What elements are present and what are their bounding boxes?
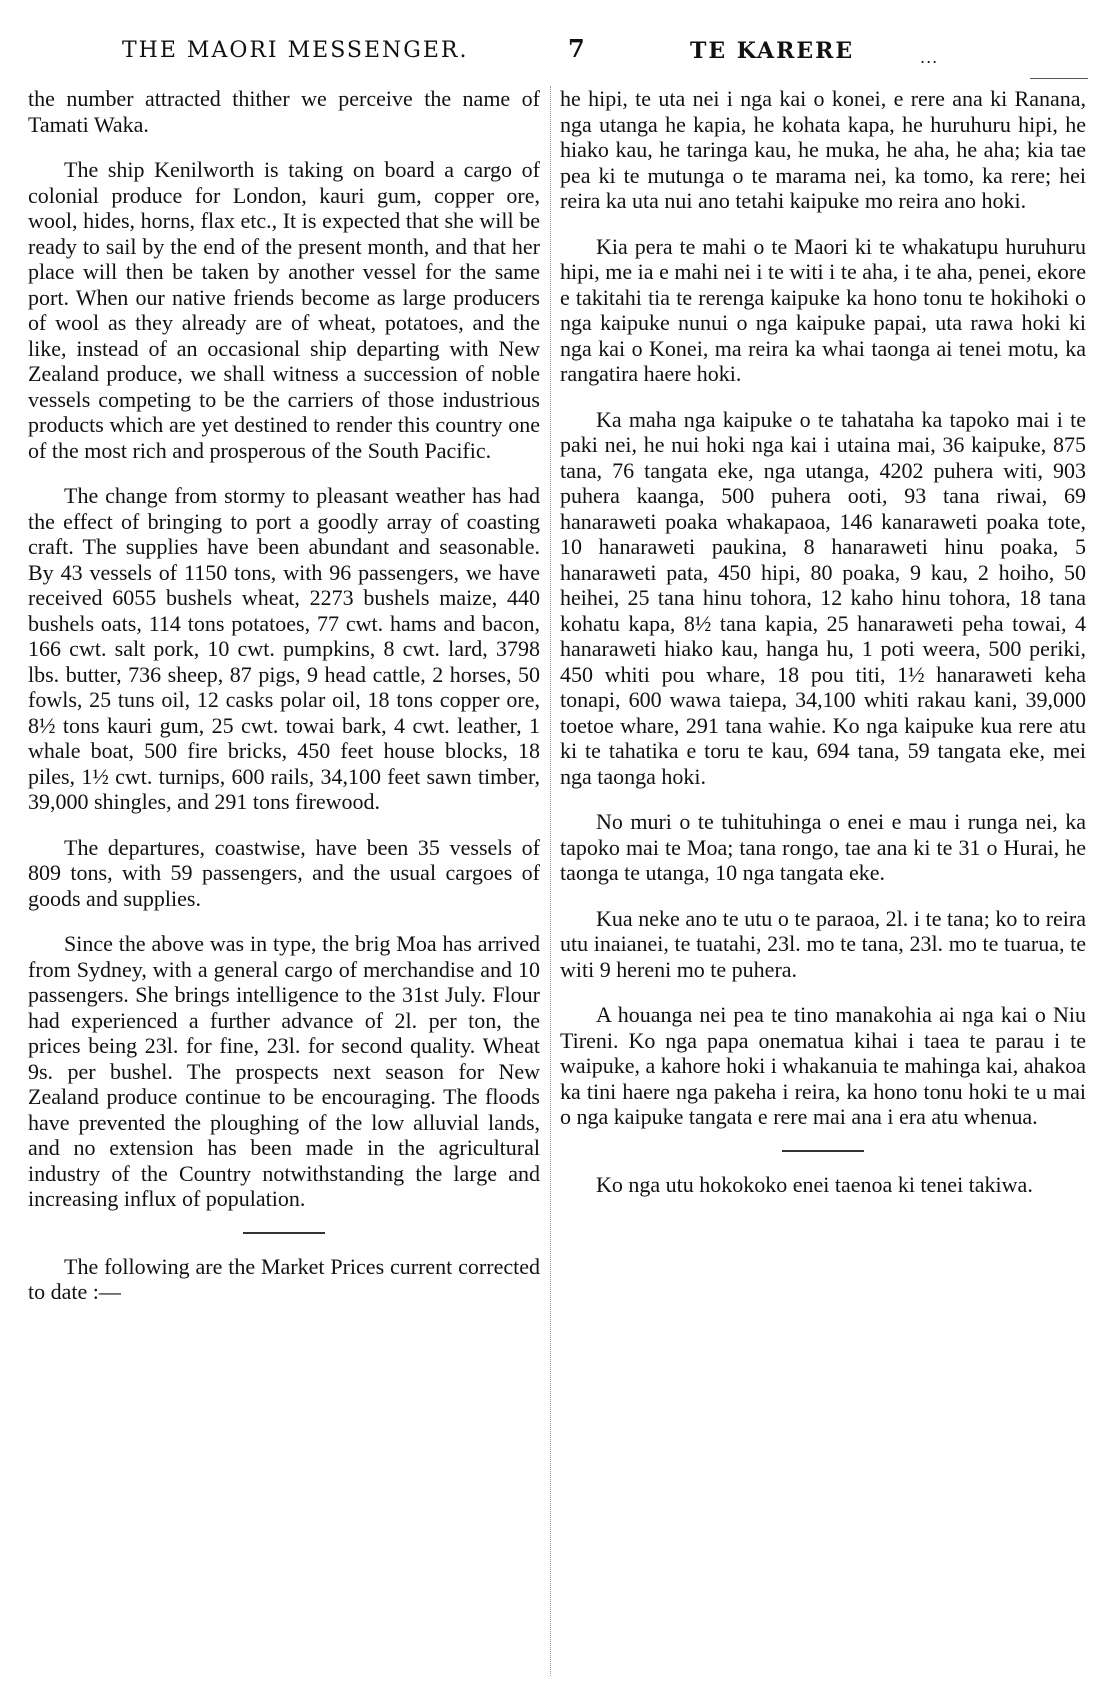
maori-paragraph-flour-prices: Kua neke ano te utu o te paraoa, 2l. i te tana; ko to reira utu inaianei, te tuatahi, 23l. mo te tana, 23l. mo te tuarua, te witi 9 hereni mo te puhera. <box>560 905 1086 982</box>
english-market-prices-intro: The following are the Market Prices current corrected to date :— <box>28 1253 540 1304</box>
english-paragraph-coastal-arrivals: The change from stormy to pleasant weather has had the effect of bringing to port a goodly array of coasting craft. The supplies have been abundant and seasonable. By 43 vessels of 1150 tons, with 96 passengers, we have received 6055 bushels wheat, 2273 bushels maize, 440 bushels oats, 114 tons potatoes, 77 cwt. hams and bacon, 166 cwt. salt pork, 10 cwt. pumpkins, 8 cwt. lard, 3798 lbs. butter, 736 sheep, 87 pigs, 9 head cattle, 2 horses, 50 fowls, 25 tuns oil, 12 casks polar oil, 18 tons copper ore, 8½ tons kauri gum, 25 cwt. towai bark, 4 cwt. leather, 1 whale boat, 500 fire bricks, 450 feet house blocks, 18 piles, 1½ cwt. turnips, 600 rails, 34,100 feet sawn timber, 39,000 shingles, and 291 tons firewood. <box>28 483 540 814</box>
maori-masthead: TE KARERE <box>690 38 855 64</box>
english-column <box>28 86 540 1676</box>
maori-paragraph-prospects: A houanga nei pea te tino manakohia ai nga kai o Niu Tireni. Ko nga papa onematua kihai i taea te parau i te waipuke, a kahore hoki i whakanuia te mahinga kai, ahakoa ka tini haere nga pakeha i reira, ka hono tonu hoki te u mai o nga kaipuke tangata e rere mai ana i era atu whenua. <box>560 1002 1086 1129</box>
english-paragraph-brig-moa: Since the above was in type, the brig Moa has arrived from Sydney, with a general cargo of merchandise and 10 passengers. She brings intelligence to the 31st July. Flour had experienced a further advance of 2l. per ton, the prices being 23l. for fine, 23l. for second quality. Wheat 9s. per bushel. The prospects next season for New Zealand produce continue to be encouraging. The floods have prevented the ploughing of the low alluvial lands, and no extension has been made in the agricultural industry of the Country notwithstanding the large and increasing influx of population. <box>28 931 540 1211</box>
maori-column <box>560 86 1086 1676</box>
maori-paragraph-wool: Kia pera te mahi o te Maori ki te whakatupu huruhuru hipi, me ia e mahi nei i te witi i te aha, i te aha, penei, ekore e takitahi tia te rerenga kaipuke ka hono tonu te hokihoki o nga kaipuke nunui o nga kaipuke papai, uta rawa hoki ki nga kai o Konei, ma reira ka whai taonga ai tenei motu, ka rangatira haere hoki. <box>560 233 1086 386</box>
english-paragraph-1: the number attracted thither we perceive the name of Tamati Waka. <box>28 86 540 137</box>
maori-market-prices-intro: Ko nga utu hokokoko enei taenoa ki tenei takiwa. <box>596 1171 1033 1197</box>
english-paragraph-kenilworth: The ship Kenilworth is taking on board a cargo of colonial produce for London, kauri gum, copper ore, wool, hides, horns, flax etc., It is expected that she will be ready to sail by the end of the present month, and that her place will then be taken by another vessel for the same port. When our native friends become as large producers of wool as they already are of wheat, potatoes, and the like, instead of an occasional ship departing with New Zealand produce, we shall witness a succession of noble vessels competing to be the carriers of those industrious products which are yet destined to render this country one of the most rich and prosperous of the South Pacific. <box>28 157 540 463</box>
column-divider <box>550 86 551 1676</box>
header-marks: ... <box>920 48 939 67</box>
header-rule <box>1030 78 1088 79</box>
page-header <box>30 28 1090 72</box>
section-divider <box>243 1232 325 1234</box>
maori-paragraph-moa: No muri o te tuhituhinga o enei e mau i runga nei, ka tapoko mai te Moa; tana rongo, tae ana ki te 31 o Hurai, he taonga te utanga, 10 nga tangata eke. <box>560 809 1086 885</box>
english-masthead: THE MAORI MESSENGER. <box>122 38 469 63</box>
maori-paragraph-coastal-arrivals: Ka maha nga kaipuke o te tahataha ka tapoko mai i te paki nei, he nui hoki nga kai i utaina mai, 36 kaipuke, 875 tana, 76 tangata eke, nga utanga, 4202 puhera witi, 903 puhera kaanga, 500 puhera ooti, 93 tana riwai, 69 hanaraweti poaka whakapaoa, 146 kanaraweti poaka tote, 10 hanaraweti paukina, 8 hanaraweti hinu poaka, 5 hanaraweti pata, 450 hipi, 80 poaka, 9 kau, 2 hoiho, 50 heihei, 25 tana hinu tohora, 12 kaho hinu tohora, 18 tana kohatu kapa, 8½ tana kapia, 25 hanaraweti peha towai, 4 hanaraweti hiako kau, hanga hu, 1 poti weera, 500 periki, 450 whiti pou whare, 18 pou titi, 1½ hanaraweti keha tonapi, 600 wawa taiepa, 34,100 whiti rakau kani, 39,000 toetoe whare, 291 tana wahie. Ko nga kaipuke kua rere atu ki te tahatika e toru te kau, 694 tana, 59 tangata eke, mei nga taonga hoki. <box>560 406 1086 789</box>
english-paragraph-departures: The departures, coastwise, have been 35 vessels of 809 tons, with 59 passengers, and the usual cargoes of goods and supplies. <box>28 834 540 911</box>
maori-paragraph-1: he hipi, te uta nei i nga kai o konei, e rere ana ki Ranana, nga utanga he kapia, he kohata kapa, he huruhuru hipi, he hiako kau, he taringa kau, he muka, he aha, he aha; kia tae pea ki te mutunga o te marama nei, ka tomo, ka rere; hei reira ka uta nui ano tetahi kaipuke mo reira ano hoki. <box>560 86 1086 213</box>
section-divider <box>782 1150 864 1152</box>
page-number: 7 <box>568 34 585 63</box>
